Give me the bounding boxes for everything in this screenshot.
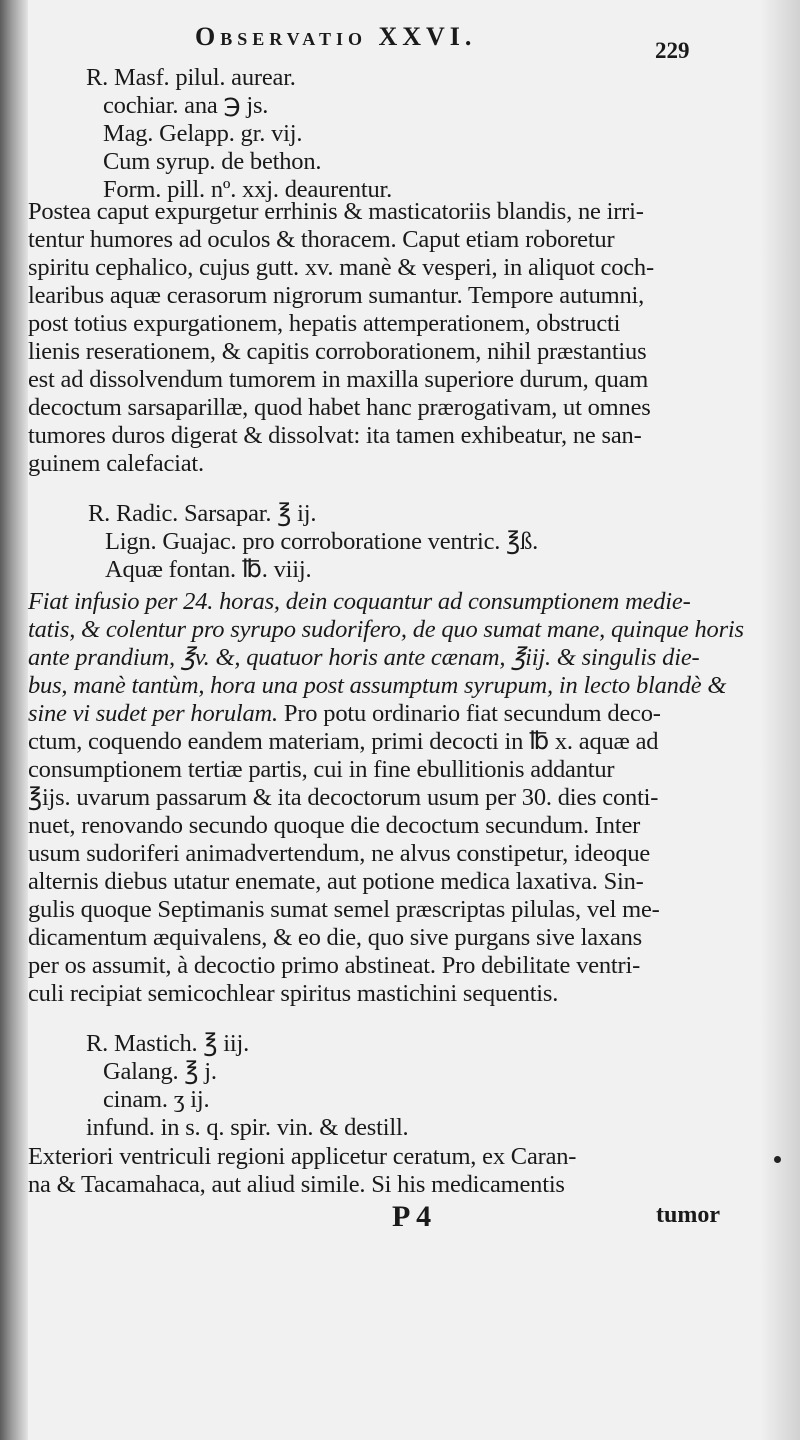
paragraph-1 [28, 198, 718, 478]
text-line: tumores duros digerat & dissolvat: ita tamen exhibeatur, ne san- [28, 422, 642, 449]
recipe-line: cinam. ʒ ij. [103, 1086, 210, 1113]
recipe-line: Lign. Guajac. pro corroboratione ventric. ℥ß. [105, 528, 539, 555]
text-line: culi recipiat semicochlear spiritus mastichini sequentis. [28, 980, 559, 1007]
text-line: est ad dissolvendum tumorem in maxilla superiore durum, quam [28, 366, 649, 393]
text-line: Fiat infusio per 24. horas, dein coquantur ad consumptionem medie- [28, 588, 691, 615]
text-line: nuet, renovando secundo quoque die decoctum secundum. Inter [28, 812, 641, 839]
italic-segment: sine vi sudet per horulam. [28, 700, 278, 727]
recipe-line: R. Radic. Sarsapar. ℥ ij. [88, 500, 317, 527]
text-line: dicamentum æquivalens, & eo die, quo sive purgans sive laxans [28, 924, 643, 951]
recipe-2 [88, 500, 718, 584]
text-line: learibus aquæ cerasorum nigrorum sumantur. Tempore autumni, [28, 282, 645, 309]
roman-segment: Pro potu ordinario fiat secundum deco- [277, 700, 661, 727]
text-line [28, 700, 718, 728]
recipe-line: Aquæ fontan. ℔. viij. [105, 556, 312, 583]
text-line: decoctum sarsaparillæ, quod habet hanc prærogativam, ut omnes [28, 394, 651, 421]
text-line: guinem calefaciat. [28, 450, 204, 477]
page-number: 229 [655, 38, 690, 63]
text-line: Postea caput expurgetur errhinis & masticatoriis blandis, ne irri- [28, 198, 644, 225]
text-line: ctum, coquendo eandem materiam, primi decocti in ℔ x. aquæ ad [28, 728, 659, 755]
catchword: tumor [656, 1202, 720, 1228]
recipe-line: Galang. ℥ j. [103, 1058, 217, 1085]
paragraph-3 [28, 1143, 718, 1199]
text-line: per os assumit, à decoctio primo abstineat. Pro debilitate ventri- [28, 952, 641, 979]
recipe-line: Mag. Gelapp. gr. vij. [103, 120, 303, 147]
page-edge-shadow [760, 0, 800, 1440]
text-line: lienis reserationem, & capitis corroborationem, nihil præstantius [28, 338, 647, 365]
text-line: spiritu cephalico, cujus gutt. xv. manè & vesperi, in aliquot coch- [28, 254, 654, 281]
recipe-line: R. Mastich. ℥ iij. [86, 1030, 249, 1057]
recipe-line: Cum syrup. de bethon. [103, 148, 322, 175]
text-line: gulis quoque Septimanis sumat semel præscriptas pilulas, vel me- [28, 896, 660, 923]
text-line: Exteriori ventriculi regioni applicetur ceratum, ex Caran- [28, 1143, 577, 1170]
text-line: bus, manè tantùm, hora una post assumptum syrupum, in lecto blandè & [28, 672, 727, 699]
recipe-line: Form. pill. nº. xxj. deaurentur. [103, 176, 393, 203]
text-line: tatis, & colentur pro syrupo sudorifero, de quo sumat mane, quinque horis [28, 616, 744, 643]
text-line: tentur humores ad oculos & thoracem. Caput etiam roboretur [28, 226, 615, 253]
recipe-line: infund. in s. q. spir. vin. & destill. [86, 1114, 409, 1141]
recipe-line: cochiar. ana ℈ js. [103, 92, 269, 119]
paragraph-2 [28, 588, 744, 1008]
text-line: post totius expurgationem, hepatis attemperationem, obstructi [28, 310, 621, 337]
text-line: usum sudoriferi animadvertendum, ne alvus constipetur, ideoque [28, 840, 651, 867]
text-line: ℥ijs. uvarum passarum & ita decoctorum usum per 30. dies conti- [28, 784, 659, 811]
recipe-line: R. Masf. pilul. aurear. [86, 64, 296, 91]
recipe-1 [86, 64, 716, 204]
ink-spot [774, 1156, 781, 1163]
text-line: na & Tacamahaca, aut aliud simile. Si his medicamentis [28, 1171, 565, 1198]
signature-mark: P 4 [392, 1200, 432, 1233]
text-line: ante prandium, ℥v. &, quatuor horis ante cænam, ℥iij. & singulis die- [28, 644, 700, 671]
text-line: alternis diebus utatur enemate, aut potione medica laxativa. Sin- [28, 868, 644, 895]
recipe-3 [86, 1030, 716, 1142]
binding-gutter [0, 0, 28, 1440]
text-line: consumptionem tertiæ partis, cui in fine ebullitionis addantur [28, 756, 615, 783]
running-head: Observatio XXVI. [195, 22, 477, 51]
